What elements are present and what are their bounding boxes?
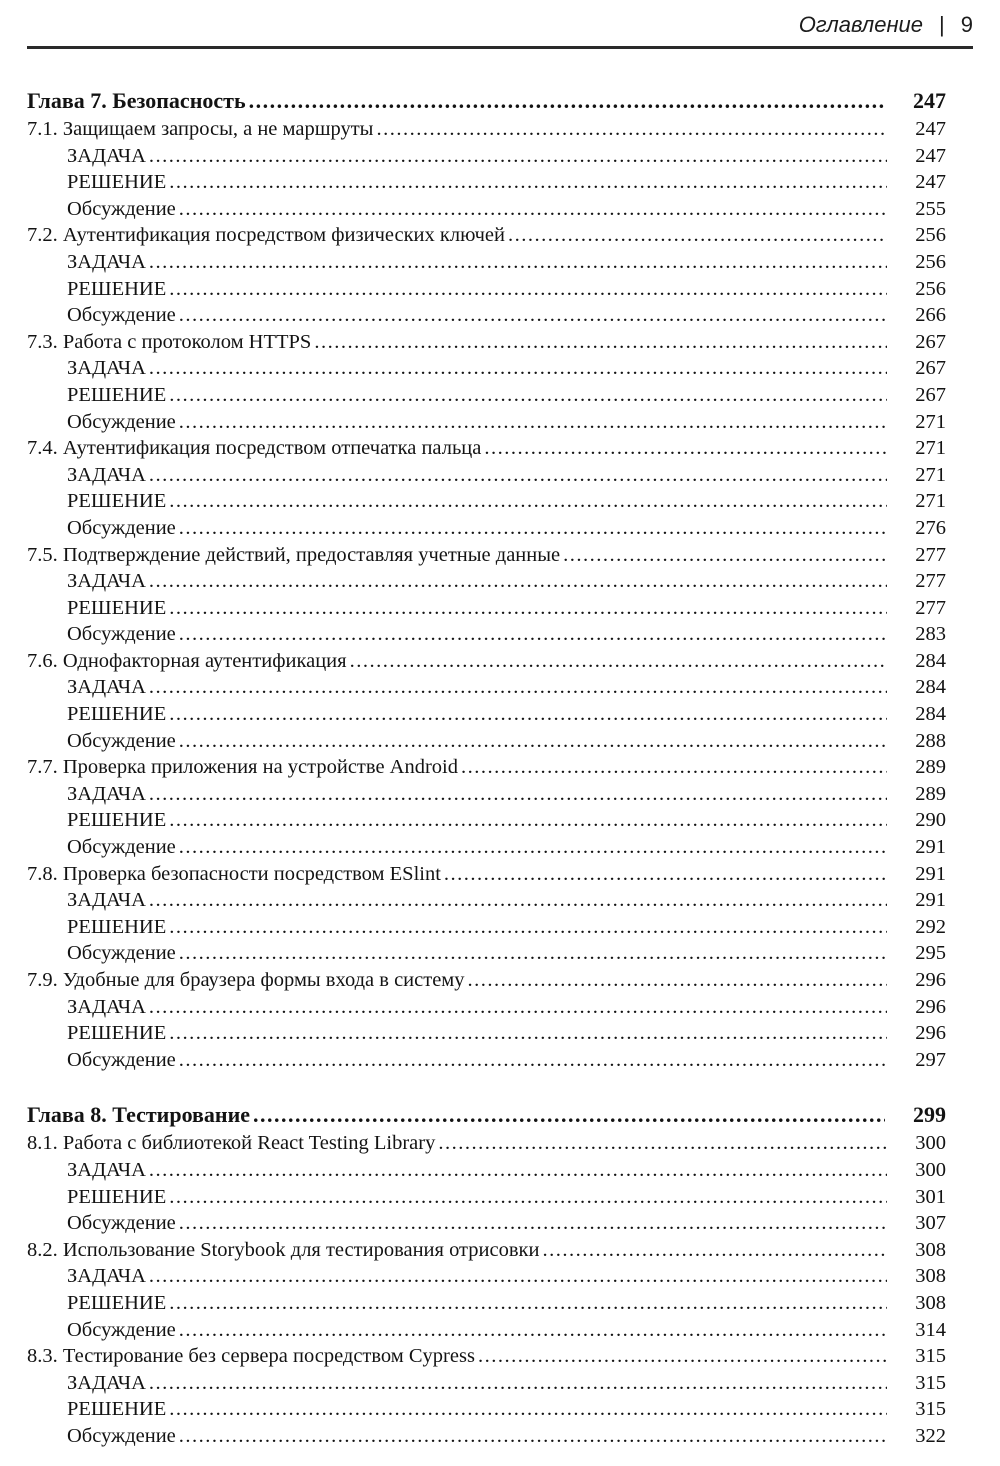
entry-title: ЗАДАЧА <box>67 782 146 805</box>
entry-title: ЗАДАЧА <box>67 1371 146 1394</box>
dot-leader <box>169 916 887 939</box>
entry-page: 297 <box>915 1048 946 1071</box>
entry-page: 300 <box>915 1158 946 1181</box>
entry-page: 295 <box>915 942 946 965</box>
dot-leader <box>149 570 887 593</box>
entry-title: РЕШЕНИЕ <box>67 1185 167 1208</box>
page-number: 9 <box>960 12 973 37</box>
dot-leader <box>179 198 887 221</box>
dot-leader <box>149 145 887 168</box>
dot-leader <box>169 809 887 832</box>
entry-page: 267 <box>915 357 946 380</box>
entry-page: 289 <box>915 782 946 805</box>
dot-leader <box>484 437 887 460</box>
entry-page: 288 <box>915 729 946 752</box>
dot-leader <box>149 996 887 1019</box>
entry-page: 308 <box>915 1291 946 1314</box>
dot-leader <box>169 171 887 194</box>
entry-page: 291 <box>915 836 946 859</box>
dot-leader <box>179 1319 887 1342</box>
entry-page: 314 <box>915 1318 946 1341</box>
entry-page: 292 <box>915 915 946 938</box>
entry-page: 271 <box>915 410 946 433</box>
entry-title: РЕШЕНИЕ <box>67 1291 167 1314</box>
dot-leader <box>179 623 887 646</box>
entry-page: 315 <box>915 1398 946 1421</box>
entry-title: РЕШЕНИЕ <box>67 915 167 938</box>
dot-leader <box>468 969 888 992</box>
entry-title: 7.1. Защищаем запросы, а не маршруты <box>27 118 374 140</box>
entry-title: ЗАДАЧА <box>67 1265 146 1288</box>
entry-title: Обсуждение <box>67 1424 176 1447</box>
entry-title: Обсуждение <box>67 1318 176 1341</box>
entry-title: ЗАДАЧА <box>67 357 146 380</box>
entry-title: Обсуждение <box>67 1212 176 1235</box>
toc-chapter-row <box>27 76 973 113</box>
entry-title: 8.3. Тестирование без сервера посредством Cypress <box>27 1345 475 1368</box>
toc-chapter-row <box>27 1090 973 1128</box>
entry-title: 7.9. Удобные для браузера формы входа в систему <box>27 969 465 991</box>
dot-leader <box>149 357 887 380</box>
entry-page: 291 <box>915 862 946 885</box>
entry-page: 267 <box>915 383 946 406</box>
entry-title: РЕШЕНИЕ <box>67 596 167 619</box>
entry-title: ЗАДАЧА <box>67 1158 146 1181</box>
dot-leader <box>169 278 887 301</box>
dot-leader <box>179 942 887 965</box>
entry-page: 277 <box>915 570 946 593</box>
entry-page: 300 <box>915 1132 946 1155</box>
entry-title: Обсуждение <box>67 516 176 539</box>
entry-page: 307 <box>915 1212 946 1235</box>
entry-page: 283 <box>915 623 946 646</box>
dot-leader <box>169 597 887 620</box>
dot-leader <box>169 1186 887 1209</box>
entry-page: 315 <box>915 1371 946 1394</box>
entry-title: 7.7. Проверка приложения на устройстве Android <box>27 756 459 779</box>
entry-page: 308 <box>915 1238 946 1261</box>
entry-page: 296 <box>915 995 946 1018</box>
dot-leader <box>563 544 887 567</box>
entry-page: 267 <box>915 330 946 353</box>
entry-title: РЕШЕНИЕ <box>67 1398 167 1421</box>
dot-leader <box>179 836 887 859</box>
dot-leader <box>149 783 887 806</box>
entry-page: 256 <box>915 277 946 300</box>
dot-leader <box>169 703 887 726</box>
entry-page: 271 <box>915 437 946 460</box>
entry-title: Обсуждение <box>67 729 176 752</box>
dot-leader <box>149 251 887 274</box>
dot-leader <box>508 224 887 247</box>
entry-title: ЗАДАЧА <box>67 889 146 912</box>
dot-leader <box>542 1239 887 1262</box>
entry-title: Обсуждение <box>67 197 176 220</box>
dot-leader <box>249 88 885 114</box>
running-head <box>27 12 973 49</box>
toc <box>27 76 973 1447</box>
running-head-separator: | <box>939 12 945 37</box>
entry-page: 299 <box>913 1102 946 1128</box>
entry-title: РЕШЕНИЕ <box>67 809 167 832</box>
dot-leader <box>169 1292 887 1315</box>
entry-title: 7.5. Подтверждение действий, предоставляя учетные данные <box>27 543 561 566</box>
chapter-block <box>27 1090 973 1447</box>
dot-leader <box>149 889 887 912</box>
entry-page: 322 <box>915 1424 946 1447</box>
entry-page: 290 <box>915 809 946 832</box>
entry-page: 284 <box>915 676 946 699</box>
dot-leader <box>350 650 888 673</box>
entry-title: Глава 7. Безопасность <box>27 88 246 113</box>
dot-leader <box>169 490 887 513</box>
entry-title: 7.4. Аутентификация посредством отпечатка пальца <box>27 437 482 460</box>
dot-leader <box>149 1265 887 1288</box>
entry-page: 271 <box>915 490 946 513</box>
entry-page: 296 <box>915 1022 946 1045</box>
entry-title: РЕШЕНИЕ <box>67 277 167 300</box>
entry-title: Обсуждение <box>67 836 176 859</box>
entry-page: 296 <box>915 969 946 991</box>
dot-leader <box>179 1212 887 1235</box>
entry-title: 7.2. Аутентификация посредством физических ключей <box>27 224 506 247</box>
entry-title: Обсуждение <box>67 410 176 433</box>
entry-page: 247 <box>915 118 946 140</box>
entry-title: 8.2. Использование Storybook для тестирования отрисовки <box>27 1238 540 1261</box>
entry-page: 247 <box>915 171 946 194</box>
dot-leader <box>149 464 887 487</box>
entry-title: РЕШЕНИЕ <box>67 171 167 194</box>
entry-title: ЗАДАЧА <box>67 570 146 593</box>
dot-leader <box>179 411 887 434</box>
dot-leader <box>169 384 887 407</box>
dot-leader <box>376 118 887 141</box>
entry-page: 276 <box>915 516 946 539</box>
entry-page: 247 <box>915 144 946 167</box>
entry-title: РЕШЕНИЕ <box>67 490 167 513</box>
dot-leader <box>179 1425 887 1448</box>
entry-title: РЕШЕНИЕ <box>67 383 167 406</box>
entry-title: ЗАДАЧА <box>67 995 146 1018</box>
entry-title: ЗАДАЧА <box>67 144 146 167</box>
entry-title: 7.6. Однофакторная аутентификация <box>27 649 347 672</box>
entry-title: РЕШЕНИЕ <box>67 1022 167 1045</box>
dot-leader <box>179 304 887 327</box>
entry-title: Обсуждение <box>67 942 176 965</box>
entry-page: 247 <box>913 88 946 113</box>
entry-page: 277 <box>915 596 946 619</box>
dot-leader <box>149 676 887 699</box>
dot-leader <box>149 1159 887 1182</box>
entry-page: 256 <box>915 250 946 273</box>
dot-leader <box>438 1132 887 1155</box>
entry-title: ЗАДАЧА <box>67 676 146 699</box>
entry-title: Обсуждение <box>67 304 176 327</box>
entry-title: ЗАДАЧА <box>67 250 146 273</box>
dot-leader <box>179 517 887 540</box>
entry-title: 7.8. Проверка безопасности посредством ESlint <box>27 862 441 885</box>
entry-page: 289 <box>915 756 946 779</box>
dot-leader <box>478 1345 887 1368</box>
dot-leader <box>169 1398 887 1421</box>
dot-leader <box>444 863 887 886</box>
chapter-block <box>27 76 973 1071</box>
entry-page: 284 <box>915 649 946 672</box>
dot-leader <box>179 730 887 753</box>
entry-page: 255 <box>915 197 946 220</box>
entry-title: Обсуждение <box>67 1048 176 1071</box>
entry-page: 256 <box>915 224 946 247</box>
dot-leader <box>253 1102 885 1128</box>
entry-title: РЕШЕНИЕ <box>67 703 167 726</box>
running-head-title: Оглавление <box>798 12 924 37</box>
entry-title: ЗАДАЧА <box>67 463 146 486</box>
dot-leader <box>169 1022 887 1045</box>
entry-page: 291 <box>915 889 946 912</box>
entry-title: Обсуждение <box>67 623 176 646</box>
dot-leader <box>314 331 887 354</box>
dot-leader <box>461 756 887 779</box>
entry-title: 8.1. Работа с библиотекой React Testing Library <box>27 1132 436 1155</box>
entry-title: Глава 8. Тестирование <box>27 1102 251 1128</box>
dot-leader <box>149 1372 887 1395</box>
entry-page: 301 <box>915 1185 946 1208</box>
entry-page: 266 <box>915 304 946 327</box>
entry-page: 277 <box>915 543 946 566</box>
entry-title: 7.3. Работа с протоколом HTTPS <box>27 330 312 353</box>
dot-leader <box>179 1049 887 1072</box>
entry-page: 284 <box>915 703 946 726</box>
entry-page: 308 <box>915 1265 946 1288</box>
entry-page: 315 <box>915 1345 946 1368</box>
entry-page: 271 <box>915 463 946 486</box>
